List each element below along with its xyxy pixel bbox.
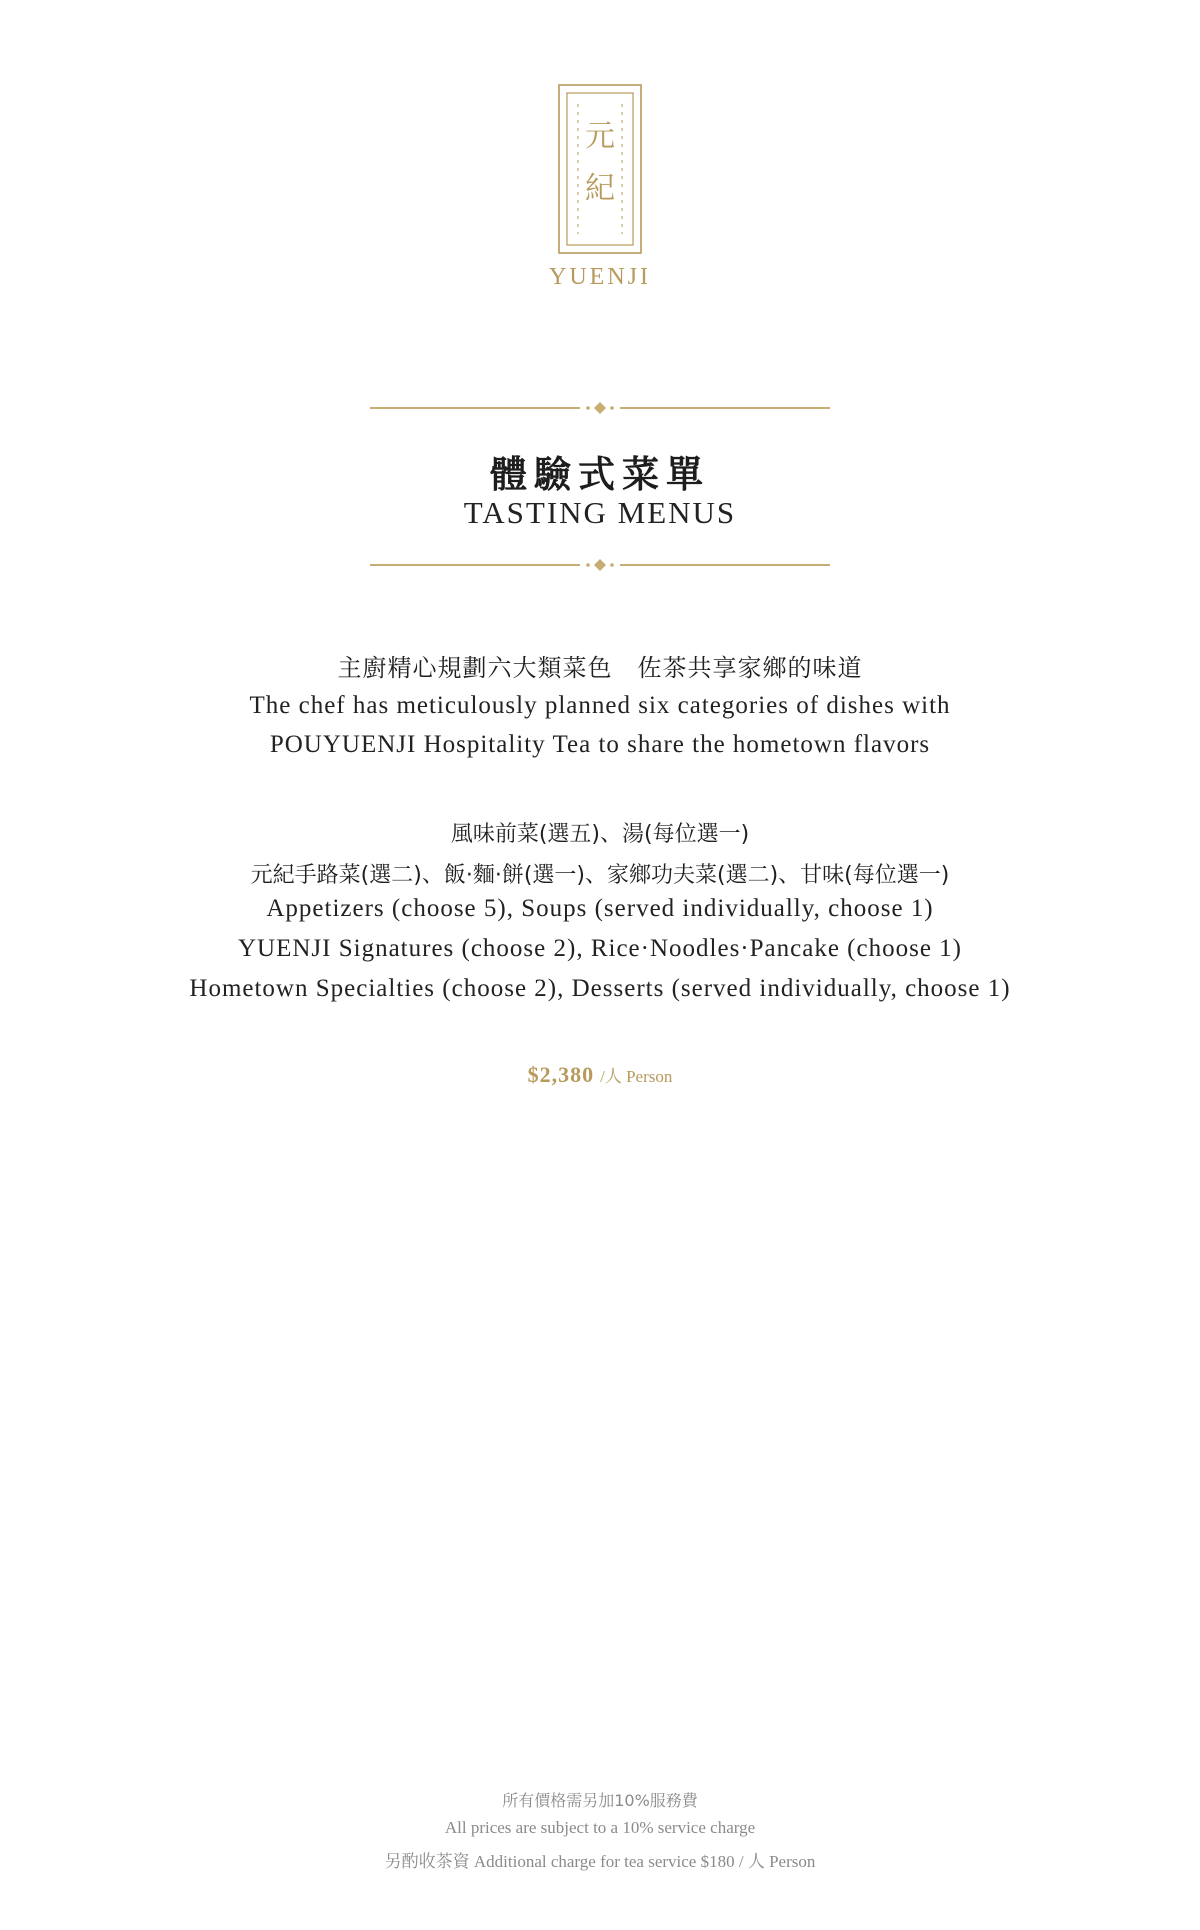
intro-en-line-1: The chef has meticulously planned six categories of dishes with [249,692,951,719]
bottom-divider [370,557,830,573]
price-unit: /人 Person [600,1067,673,1086]
footer-tea-charge: 另酌收茶資 Additional charge for tea service $180 / 人 Person [384,1852,816,1871]
footer-service-charge-zh: 所有價格需另加10%服務費 [502,1791,698,1810]
footer-service-charge-en: All prices are subject to a 10% service charge [444,1818,756,1837]
logo-char-2: 紀 [585,171,615,206]
courses-en-line-3: Hometown Specialties (choose 2), Desserts (served individually, choose 1) [189,975,1011,1002]
page-title-zh: 體驗式菜單 [490,453,710,496]
intro-zh: 主廚精心規劃六大類菜色 佐茶共享家鄉的味道 [337,654,863,682]
courses-en-line-1: Appetizers (choose 5), Soups (served individually, choose 1) [266,895,934,922]
courses-zh-line-2: 元紀手路菜(選二)、飯·麵·餅(選一)、家鄉功夫菜(選二)、甘味(每位選一) [250,863,950,888]
courses-zh-line-1: 風味前菜(選五)、湯(每位選一) [450,822,750,847]
courses-en-line-2: YUENJI Signatures (choose 2), Rice·Noodles·Pancake (choose 1) [237,935,962,962]
logo-frame [558,84,642,256]
page-title-en: TASTING MENUS [463,495,737,530]
top-divider [370,400,830,416]
brand-logo [549,84,651,290]
logo-wordmark: YUENJI [549,264,651,290]
logo-char-1: 元 [585,119,615,154]
price [0,1062,1200,1088]
price-amount: $2,380 [527,1062,595,1087]
intro-en-line-2: POUYUENJI Hospitality Tea to share the hometown flavors [269,731,931,758]
